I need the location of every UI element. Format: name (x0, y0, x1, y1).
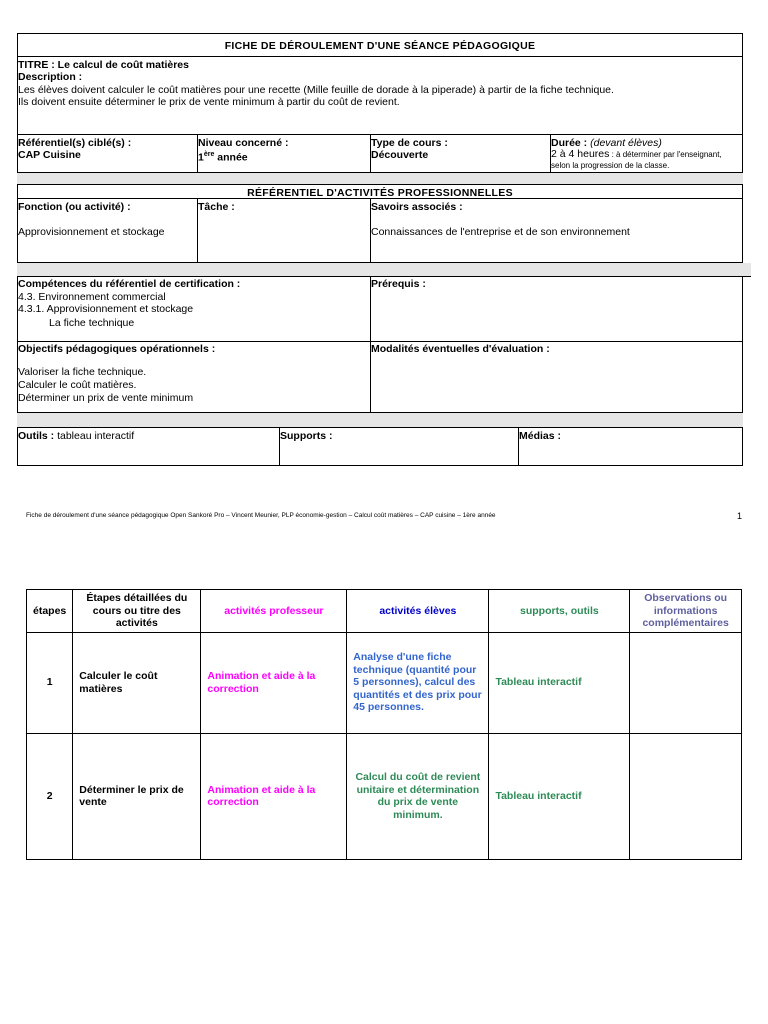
objectifs-line-3: Déterminer un prix de vente minimum (18, 392, 194, 404)
type-label: Type de cours : (371, 137, 448, 149)
description-line-2: Ils doivent ensuite déterminer le prix de vente minimum à partir du coût de revient. (18, 96, 400, 108)
header-etapes: étapes (27, 590, 73, 633)
page-footer: Fiche de déroulement d'une séance pédagogique Open Sankoré Pro – Vincent Meunier, PLP économie-gestion – Calcul coût matières – CAP cuisine – 1ère année (26, 512, 496, 519)
savoirs-label: Savoirs associés : (371, 201, 463, 213)
prerequis-label: Prérequis : (371, 278, 426, 290)
steps-table (26, 589, 742, 860)
niveau-label: Niveau concerné : (198, 137, 289, 149)
modalites-label: Modalités éventuelles d'évaluation : (371, 343, 550, 355)
row-2-obs (630, 733, 742, 859)
niveau-value: 1ère année (198, 151, 248, 164)
supports-label: Supports : (280, 430, 333, 442)
tache-label: Tâche : (198, 201, 235, 213)
row-2-num: 2 (27, 733, 73, 859)
referentiel-label: Référentiel(s) ciblé(s) : (18, 137, 132, 149)
header-obs: Observations ou informations complémentaires (630, 590, 742, 633)
type-value: Découverte (371, 149, 429, 161)
header-prof: activités professeur (201, 590, 347, 633)
row-1-num: 1 (27, 632, 73, 733)
fonction-label: Fonction (ou activité) : (18, 201, 131, 213)
description-line-1: Les élèves doivent calculer le coût matières pour une recette (Mille feuille de dorade à la piperade) à partir de la fiche technique. (18, 84, 614, 96)
competences-label: Compétences du référentiel de certification : (18, 278, 241, 290)
gray-band-1 (17, 173, 743, 184)
medias-label: Médias : (519, 430, 562, 442)
header-detail: Étapes détaillées du cours ou titre des activités (73, 590, 201, 633)
table-row (27, 733, 742, 859)
row-1-supports: Tableau interactif (489, 632, 630, 733)
objectifs-label: Objectifs pédagogiques opérationnels : (18, 343, 216, 355)
referentiel-value: CAP Cuisine (18, 149, 81, 161)
referentiel-title: RÉFÉRENTIEL D'ACTIVITÉS PROFESSIONNELLES (247, 187, 513, 199)
fonction-value: Approvisionnement et stockage (18, 226, 165, 238)
fiche-title: FICHE DE DÉROULEMENT D'UNE SÉANCE PÉDAGOGIQUE (224, 40, 536, 52)
header-supports: supports, outils (489, 590, 630, 633)
row-2-detail: Déterminer le prix de vente (73, 733, 201, 859)
duree-value: 2 à 4 heures : à déterminer par l'enseignant, selon la progression de la classe. (551, 148, 722, 170)
objectifs-line-1: Valoriser la fiche technique. (18, 366, 147, 378)
duree-label-row: Durée : (devant élèves) (551, 137, 662, 149)
header-divider (17, 56, 743, 57)
objectifs-line-2: Calculer le coût matières. (18, 379, 137, 391)
row-2-prof: Animation et aide à la correction (201, 733, 347, 859)
lesson-title: TITRE : Le calcul de coût matières (18, 59, 189, 71)
row-1-detail: Calculer le coût matières (73, 632, 201, 733)
row-1-prof: Animation et aide à la correction (201, 632, 347, 733)
row-2-supports: Tableau interactif (489, 733, 630, 859)
outils-cell: Outils : tableau interactif (18, 430, 135, 442)
description-label: Description : (18, 71, 83, 83)
row-2-eleves: Calcul du coût de revient unitaire et détermination du prix de vente minimum. (347, 733, 489, 859)
steps-header-row (27, 590, 742, 633)
competences-line-1: 4.3. Environnement commercial (18, 291, 166, 303)
header-eleves: activités élèves (347, 590, 489, 633)
gray-band-2 (17, 263, 751, 276)
row-1-eleves: Analyse d'une fiche technique (quantité pour 5 personnes), calcul des quantités et des prix pour 45 personnes. (347, 632, 489, 733)
competences-line-3: La fiche technique (49, 317, 135, 329)
savoirs-value: Connaissances de l'entreprise et de son environnement (371, 226, 630, 238)
gray-band-3 (17, 413, 743, 427)
row-1-obs (630, 632, 742, 733)
competences-line-2: 4.3.1. Approvisionnement et stockage (18, 303, 194, 315)
page-number: 1 (737, 511, 743, 521)
table-row (27, 632, 742, 733)
